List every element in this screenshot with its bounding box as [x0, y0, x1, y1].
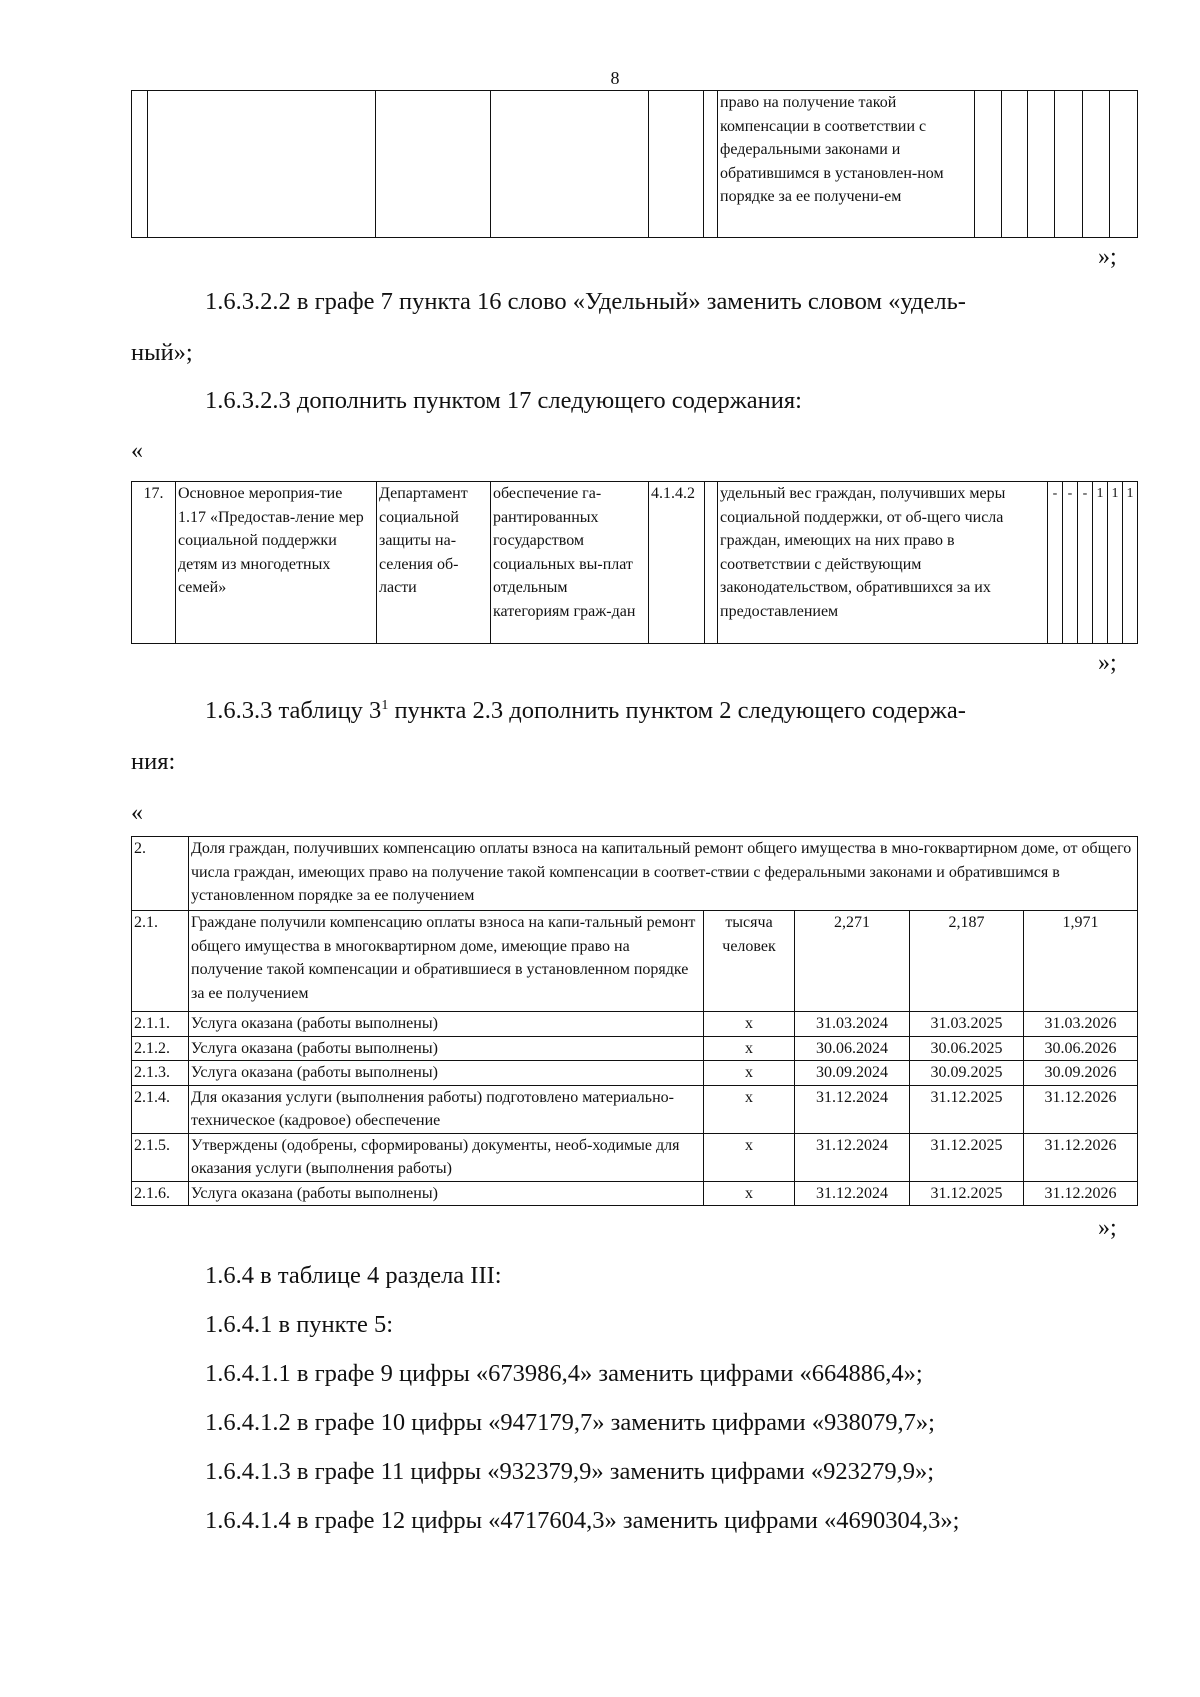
item-17-value: 1 [1123, 482, 1138, 644]
row-value-2025: 31.03.2025 [910, 1012, 1024, 1037]
row-value-2024: 31.03.2024 [795, 1012, 910, 1037]
row-text: Для оказания услуги (выполнения работы) подготовлено материально-техническое (кадровое) обеспечение [189, 1085, 704, 1133]
table-row [132, 1133, 1138, 1181]
closing-quote: »; [1098, 650, 1117, 676]
row-value-2026: 1,971 [1024, 911, 1138, 1012]
row-number: 2.1.4. [132, 1085, 189, 1133]
row-number: 2.1.6. [132, 1181, 189, 1206]
paragraph-1-6-4-1-4: 1.6.4.1.4 в графе 12 цифры «4717604,3» заменить цифрами «4690304,3»; [205, 1507, 960, 1534]
row-unit: х [704, 1061, 795, 1086]
row-unit: х [704, 1133, 795, 1181]
row-number: 2.1.3. [132, 1061, 189, 1086]
row-text: Граждане получили компенсацию оплаты взноса на капи-тальный ремонт общего имущества в многоквартирном доме, имеющие право на получение такой компенсации и обратившиеся в установленном порядке за ее получением [189, 911, 704, 1012]
row-value-2024: 31.12.2024 [795, 1181, 910, 1206]
row-unit: тысяча человек [704, 911, 795, 1012]
row-text: Услуга оказана (работы выполнены) [189, 1036, 704, 1061]
row-unit: х [704, 1085, 795, 1133]
item-17-value: 1 [1093, 482, 1108, 644]
opening-quote: « [131, 438, 143, 464]
row-unit: х [704, 1012, 795, 1037]
row-value-2025: 31.12.2025 [910, 1181, 1024, 1206]
table-row [132, 911, 1138, 1012]
item-17-value: - [1048, 482, 1063, 644]
row-text: Услуга оказана (работы выполнены) [189, 1061, 704, 1086]
row-value-2026: 30.09.2026 [1024, 1061, 1138, 1086]
paragraph-1-6-3-2-2-line2: ный»; [131, 339, 193, 366]
item-17-value: 1 [1108, 482, 1123, 644]
table-row [132, 1036, 1138, 1061]
row-number: 2.1.2. [132, 1036, 189, 1061]
paragraph-1-6-4: 1.6.4 в таблице 4 раздела III: [205, 1262, 502, 1289]
row-number: 2.1.1. [132, 1012, 189, 1037]
row-text: Утверждены (одобрены, сформированы) документы, необ-ходимые для оказания услуги (выполнения работы) [189, 1133, 704, 1181]
item-17-code: 4.1.4.2 [649, 482, 705, 644]
row-value-2024: 2,271 [795, 911, 910, 1012]
table-3-1-item-2 [131, 836, 1138, 1206]
row-unit: х [704, 1181, 795, 1206]
page-number: 8 [610, 68, 620, 88]
opening-quote: « [131, 800, 143, 826]
row-unit: х [704, 1036, 795, 1061]
row-text: Услуга оказана (работы выполнены) [189, 1012, 704, 1037]
row-value-2026: 31.12.2026 [1024, 1133, 1138, 1181]
row-value-2024: 30.09.2024 [795, 1061, 910, 1086]
row-value-2026: 31.12.2026 [1024, 1085, 1138, 1133]
item-17-name: Основное мероприя-тие 1.17 «Предостав-ление мер социальной поддержки детям из многодетных семей» [176, 482, 377, 644]
item-17-value: - [1078, 482, 1093, 644]
table-row [132, 1012, 1138, 1037]
row-value-2025: 31.12.2025 [910, 1085, 1024, 1133]
item-17-goal: обеспечение га-рантированных государством социальных вы-плат отдельным категориям граж-дан [491, 482, 649, 644]
paragraph-1-6-4-1-1: 1.6.4.1.1 в графе 9 цифры «673986,4» заменить цифрами «664886,4»; [205, 1360, 923, 1387]
row-value-2025: 2,187 [910, 911, 1024, 1012]
item-17-value: - [1063, 482, 1078, 644]
row-number: 2.1.5. [132, 1133, 189, 1181]
paragraph-1-6-3-3-line2: ния: [131, 748, 176, 775]
item-17-executor: Департамент социальной защиты на-селения об-ласти [377, 482, 491, 644]
row-value-2025: 30.09.2025 [910, 1061, 1024, 1086]
item-17-indicator: удельный вес граждан, получивших меры социальной поддержки, от об-щего числа граждан, имеющих на них право в соответствии с действующим законодательством, обратившихся за их предоставлением [718, 482, 1048, 644]
closing-quote: »; [1098, 1215, 1117, 1241]
row-value-2025: 30.06.2025 [910, 1036, 1024, 1061]
paragraph-1-6-3-3-line1: 1.6.3.3 таблицу $3^1$ пункта 2.3 дополнить пунктом 2 следующего содержа- [205, 697, 966, 724]
paragraph-1-6-3-2-2-line1: 1.6.3.2.2 в графе 7 пункта 16 слово «Удельный» заменить словом «удель- [205, 288, 966, 315]
row-value-2025: 31.12.2025 [910, 1133, 1024, 1181]
top-table-indicator-cell: право на получение такой компенсации в соответствии с федеральными законами и обратившимся в установлен-ном порядке за ее получени-ем [718, 91, 975, 238]
row-value-2024: 31.12.2024 [795, 1133, 910, 1181]
closing-quote: »; [1098, 244, 1117, 270]
row-value-2026: 31.03.2026 [1024, 1012, 1138, 1037]
table-row [132, 1061, 1138, 1086]
table-header-text: Доля граждан, получивших компенсацию оплаты взноса на капитальный ремонт общего имущества в мно-гоквартирном доме, от общего числа граждан, имеющих право на получение такой компенсации в соответ-ствии с федеральными законами и обратившимся в установленном порядке за ее получением [189, 837, 1138, 911]
paragraph-1-6-4-1: 1.6.4.1 в пункте 5: [205, 1311, 394, 1338]
row-value-2024: 30.06.2024 [795, 1036, 910, 1061]
top-table [131, 90, 1138, 238]
item-17-number: 17. [132, 482, 176, 644]
table-row [132, 1181, 1138, 1206]
row-number: 2.1. [132, 911, 189, 1012]
row-value-2026: 30.06.2026 [1024, 1036, 1138, 1061]
paragraph-1-6-4-1-2: 1.6.4.1.2 в графе 10 цифры «947179,7» заменить цифрами «938079,7»; [205, 1409, 935, 1436]
item-17-table [131, 481, 1138, 644]
row-value-2026: 31.12.2026 [1024, 1181, 1138, 1206]
row-value-2024: 31.12.2024 [795, 1085, 910, 1133]
paragraph-1-6-4-1-3: 1.6.4.1.3 в графе 11 цифры «932379,9» заменить цифрами «923279,9»; [205, 1458, 935, 1485]
paragraph-1-6-3-2-3: 1.6.3.2.3 дополнить пунктом 17 следующего содержания: [205, 387, 802, 414]
row-text: Услуга оказана (работы выполнены) [189, 1181, 704, 1206]
table-header-number: 2. [132, 837, 189, 911]
table-row [132, 1085, 1138, 1133]
